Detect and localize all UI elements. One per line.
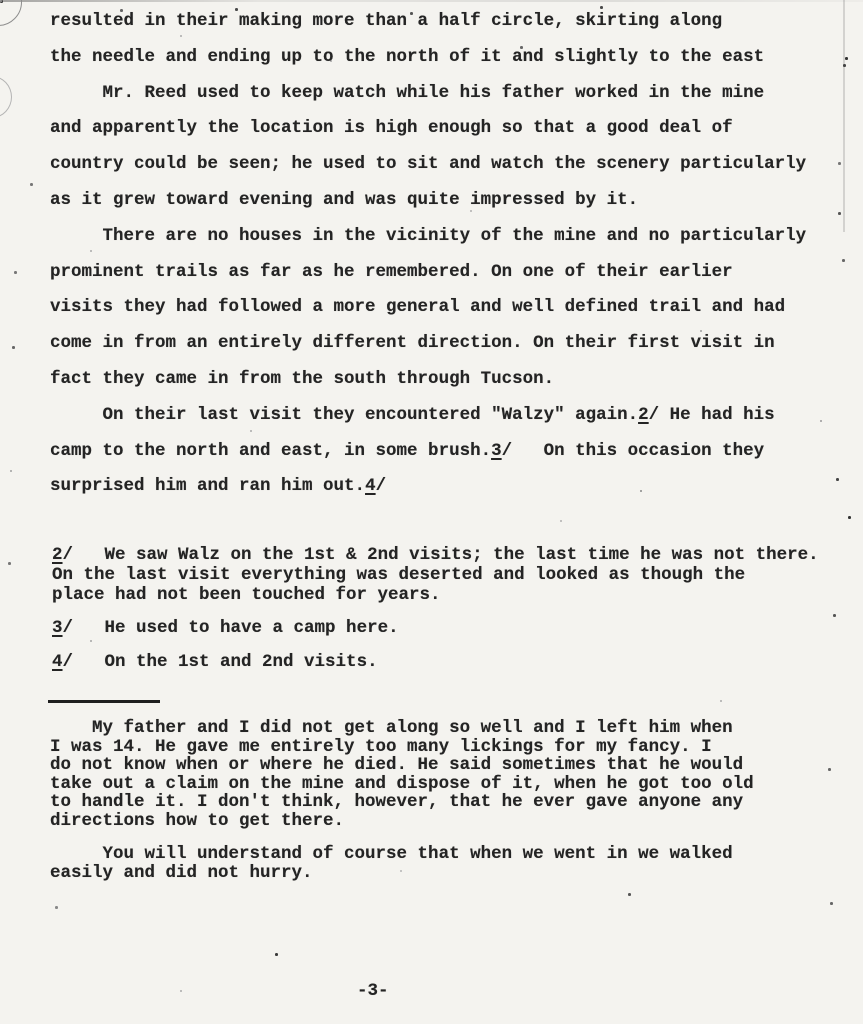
- notes-section: [50, 719, 754, 897]
- footnote: [52, 546, 819, 605]
- text-segment: country could be seen; he used to sit and watch the scenery particularly: [50, 154, 807, 175]
- text-segment: prominent trails as far as he remembered. On one of their earlier: [50, 261, 733, 282]
- text-segment: the needle and ending up to the north of it and slightly to the east: [50, 46, 765, 67]
- text-line: [50, 76, 806, 112]
- text-line: [50, 4, 806, 40]
- text-line: [52, 619, 819, 639]
- footnote-separator-rule: [48, 700, 160, 703]
- footnote: [52, 653, 819, 673]
- text-line: place had not been touched for years.: [52, 584, 441, 605]
- text-line: [50, 326, 806, 362]
- text-segment: as it grew toward evening and was quite impressed by it.: [50, 189, 639, 210]
- scan-edge-top: [0, 0, 863, 2]
- text-line: [50, 147, 806, 183]
- text-segment: There are no houses in the vicinity of the mine and no particularly: [50, 225, 807, 246]
- footnote-text: / On the 1st and 2nd visits.: [62, 652, 378, 673]
- text-line: easily and did not hurry.: [50, 862, 313, 883]
- text-segment: Mr. Reed used to keep watch while his father worked in the mine: [50, 82, 765, 103]
- text-line: I was 14. He gave me entirely too many lickings for my fancy. I: [50, 736, 712, 757]
- text-segment: and apparently the location is high enough so that a good deal of: [50, 118, 733, 139]
- text-segment: come in from an entirely different direction. On their first visit in: [50, 333, 775, 354]
- page-number: -3-: [357, 981, 389, 1001]
- text-line: [52, 546, 819, 566]
- text-line: [50, 398, 806, 434]
- text-line: My father and I did not get along so well and I left him when: [50, 718, 733, 738]
- footnote: [52, 619, 819, 639]
- text-line: to handle it. I don't think, however, that he ever gave anyone any: [50, 792, 744, 812]
- text-line: [50, 362, 806, 398]
- text-line: directions how to get there.: [50, 810, 345, 831]
- text-segment: fact they came in from the south through Tucson.: [50, 368, 555, 389]
- footnote-reference: 4: [365, 476, 376, 497]
- text-line: do not know when or where he died. He said sometimes that he would: [50, 755, 744, 775]
- text-line: You will understand of course that when we went in we walked: [50, 844, 733, 864]
- text-segment: resulted in their making more than a half circle, skirting along: [50, 11, 723, 31]
- text-line: [50, 434, 806, 470]
- text-segment: visits they had followed a more general and well defined trail and had: [50, 297, 786, 318]
- text-segment: surprised him and ran him out.: [50, 476, 366, 497]
- note-paragraph: [50, 845, 754, 882]
- text-line: [50, 255, 806, 291]
- scan-edge-right: [843, 0, 845, 232]
- text-line: [50, 469, 806, 505]
- note-paragraph: [50, 719, 754, 830]
- text-line: [50, 219, 806, 255]
- scan-noise-specks-light: [0, 0, 2, 2]
- text-line: [50, 40, 806, 76]
- footnote-reference: 3: [491, 440, 502, 461]
- body-text: [50, 4, 806, 505]
- text-segment: / He had his: [648, 404, 775, 425]
- text-segment: camp to the north and east, in some brush.: [50, 440, 492, 461]
- footnote-text: / He used to have a camp here.: [62, 618, 399, 639]
- scan-artifact-arc: [0, 0, 22, 26]
- text-line: take out a claim on the mine and dispose of it, when he got too old: [50, 773, 754, 794]
- footnotes-section: [52, 546, 819, 687]
- text-line: [52, 653, 819, 673]
- footnote-marker: 2: [52, 545, 63, 565]
- scan-artifact-arc-small: [0, 76, 12, 118]
- text-line: [50, 183, 806, 219]
- footnote-reference: 2: [638, 404, 649, 425]
- footnote-marker: 4: [52, 652, 63, 673]
- text-segment: / On this occasion they: [501, 440, 765, 461]
- text-segment: /: [375, 476, 387, 497]
- text-line: [50, 111, 806, 147]
- text-segment: On their last visit they encountered "Walzy" again.: [50, 404, 639, 425]
- footnote-marker: 3: [52, 618, 63, 639]
- text-line: On the last visit everything was deserted and looked as though the: [52, 564, 746, 585]
- text-line: [50, 290, 806, 326]
- footnote-text: / We saw Walz on the 1st & 2nd visits; the last time he was not there.: [62, 545, 819, 565]
